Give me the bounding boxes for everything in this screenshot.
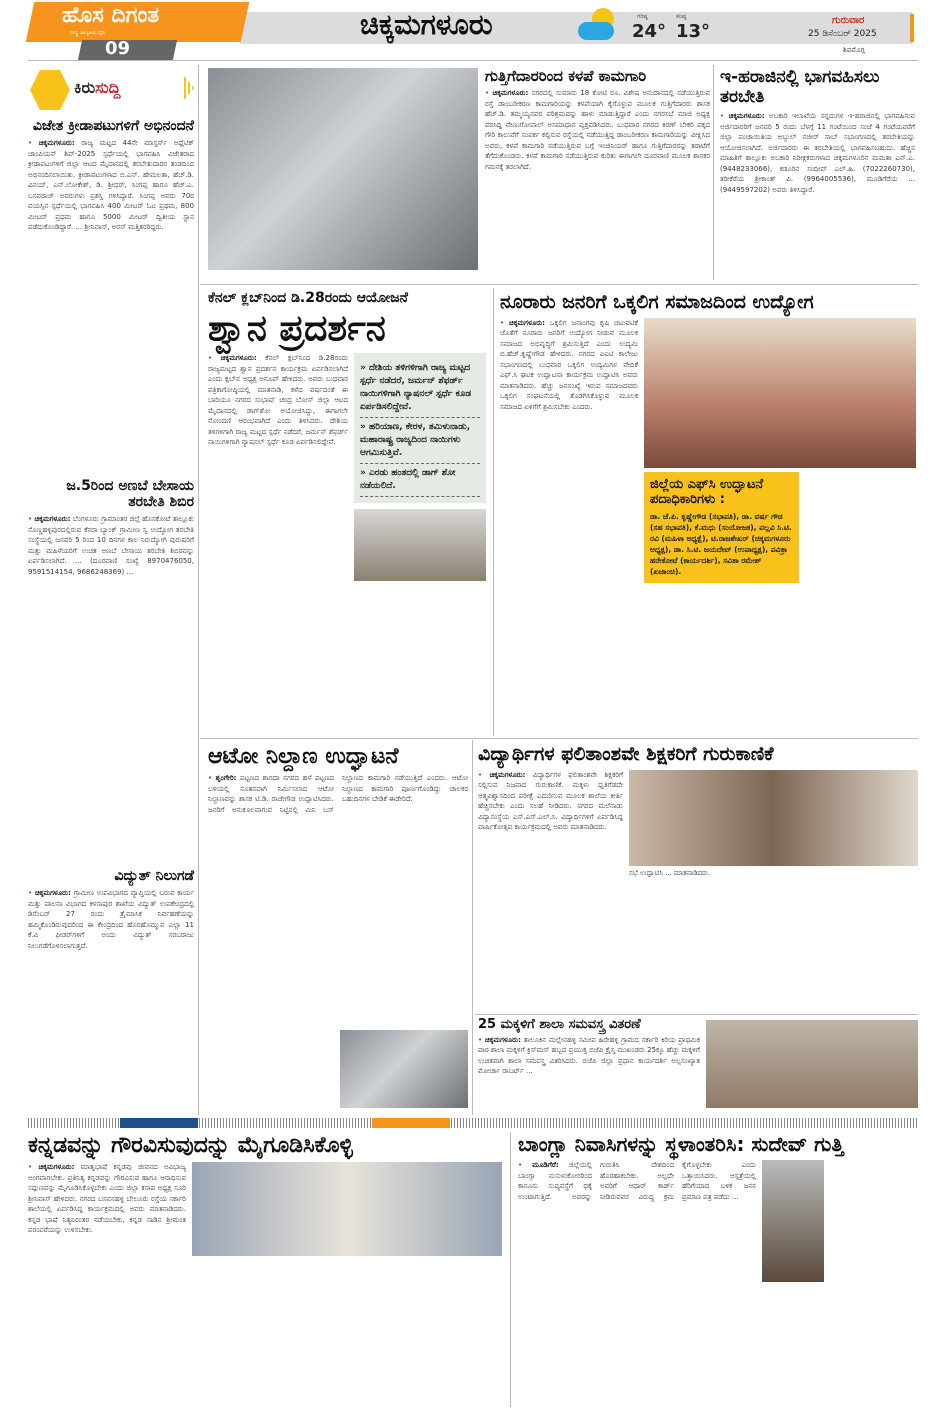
left-article-3: ವಿದ್ಯುತ್ ನಿಲುಗಡೆ • ಚಿಕ್ಕಮಗಳೂರು: ಗ್ರಾಮೀಣ ಉಪವಿಭಾಗದ ವ್ಯಾಪ್ತಿಯಲ್ಲಿ ಬರುವ ಕಾರ್ಯ ಮತ್ತು ಪಾಲನಾ ವಿಭಾಗದ ಕಳಸಾಪುರ ಶಾಖೆಯ ವಿದ್ಯುತ್ ಉಪಕೇಂದ್ರದಲ್ಲಿ ಡಿಸೆಂಬರ್ 27 ರಂದು ತ್ರೈಮಾಸಿಕ ನಿರ್ವಹಣೆಯನ್ನು ಹಮ್ಮಿಕೊಂಡಿರುವುದರಿಂದ ಈ ಕೇಂದ್ರದಿಂದ ಹೊರಹೊಮ್ಮುವ ಎಲ್ಲಾ 11 ಕೆ.ವಿ ಫೀಡರ್‌ಗಳಿಗೆ ಅಂದು ವಿದ್ಯುತ್ ಸರಬರಾಜು ನಿಲುಗಡೆಗೊಳಿಸಲಾಗುತ್ತದೆ.: [28, 868, 195, 950]
contractor-article: ಗುತ್ತಿಗೆದಾರರಿಂದ ಕಳಪೆ ಕಾಮಗಾರಿ • ಚಿಕ್ಕಮಗಳೂರು: ನಗರದಲ್ಲಿ ಸುಮಾರು 18 ಕೋಟಿ ರೂ. ವಿಶೇಷ ಅನುದಾನದಲ್ಲಿ ನಡೆಯುತ್ತಿರುವ ರಸ್ತೆ ಡಾಂಬರೀಕರಣ ಕಾಮಗಾರಿಯನ್ನು ಕಳಪೆಯಾಗಿ ಕೈಗೊಳ್ಳುವ ಮೂಲಕ ಗುತ್ತಿಗೆದಾರರು ಶಾಸಕ ಹೆಚ್.ಡಿ. ತಮ್ಮಯ್ಯನವರ ಪರಿಶ್ರಮವನ್ನು ಹಾಳು ಮಾಡುತ್ತಿದ್ದಾರೆ ಎಂದು ನಗರಸಭೆ ಮಾಜಿ ಅಧ್ಯಕ್ಷ ವರಸಿದ್ದಿ ವೇಣುಗೋಪಾಲ್ ಅಸಮಾಧಾನ ವ್ಯಕ್ತಪಡಿಸಿದರು. ಬುಧವಾರ ನಗರದ ಕಿರಣ್ ಬೇಕರಿ ಪಕ್ಕದ ಗೌರಿ ಕಾಲುವೆಗೆ ಸಂಪರ್ಕ ಕಲ್ಪಿಸುವ ರಸ್ತೆಯಲ್ಲಿ ನಡೆಯುತ್ತಿದ್ದ ಡಾಂಬರೀಕರಣ ಕಾಮಗಾರಿಯನ್ನು ವೀಕ್ಷಿಸಿದ ಅವರು, ಕಳಪೆ ಕಾಮಗಾರಿ ನಡೆಯುತ್ತಿರುವ ಬಗ್ಗೆ ಇಂಜಿನಿಯರ್ ಹಾಗೂ ಗುತ್ತಿಗೆದಾರರನ್ನು ತರಾಟೆಗೆ ತೆಗೆದುಕೊಂಡರು. ಕಳಪೆ ಕಾಮಗಾರಿ ನಡೆಯುತ್ತಿರುವ ಕುರಿತು ಈಗಾಗಲೇ ದೂರವಾಣಿ ಮೂಲಕ ಶಾಸಕರ ಗಮನಕ್ಕೆ ತರಲಾಗಿದೆ.: [485, 67, 710, 171]
bullet-icon: »: [360, 468, 369, 479]
bangla-article: [518, 1133, 918, 1282]
dogs-photo: [354, 509, 486, 581]
portrait-photo: [762, 1160, 824, 1282]
dateline: ಚಿಕ್ಕಮಗಳೂರು:: [492, 89, 529, 98]
headline: 25 ಮಕ್ಕಳಿಗೆ ಶಾಲಾ ಸಮವಸ್ತ್ರ ವಿತರಣೆ: [478, 1017, 641, 1032]
kiru-label-a: ಕಿರು: [74, 78, 96, 97]
kiru-label: [74, 78, 184, 98]
highlight: ಹರಿಯಾಣ, ಕೇರಳ, ತಮಿಳುನಾಡು, ಮಹಾರಾಷ್ಟ್ರ ರಾಜ್ಯದಿಂದ ನಾಯಿಗಳು ಆಗಮಿಸುತ್ತಿವೆ.: [360, 422, 471, 459]
max-label: ಗರಿಷ್ಠ: [637, 13, 648, 20]
vokkaliga-article: [500, 292, 918, 583]
dateline: ಮೂಡಿಗೆರೆ:: [532, 1161, 559, 1169]
edition-title: ಚಿಕ್ಕಮಗಳೂರು: [360, 8, 493, 41]
cloud-icon: [578, 22, 614, 40]
bangla-body: • ಮೂಡಿಗೆರೆ: ಜಿಲ್ಲೆಯಲ್ಲಿ ಬಾಂಗ್ಲಾ ನುಸುಳುಕೋರರಿಂದ ಕಾನೂನು ಸುವ್ಯವಸ್ಥೆಗೆ ಧಕ್ಕೆ ಉಂಟಾಗುತ್ತಿದೆ. ಅವರನ್ನು ಗುರುತಿಸಿ ದೇಶದಿಂದ ಹೊರಹಾಕಬೇಕು. ಅಲ್ಲದೇ ಅವರಿಗೆ ಆಧಾರ್ ಕಾರ್ಡ್ ನೀಡಿರುವವರ ವಿರುದ್ಧ ಕ್ರಮ ಕೈಗೊಳ್ಳಬೇಕು ಎಂದು ಒತ್ತಾಯಿಸಿದರು. ಆಸ್ಪತ್ರೆಯಲ್ಲಿ ಹೆರಿಗೆಯಾದ ಬಳಿಕ ಜನನ ಪ್ರಮಾಣ ಪತ್ರ ಪಡೆದು ...: [518, 1161, 756, 1201]
box-body: ಡಾ. ಜೆ.ಪಿ. ಕೃಷ್ಣೇಗೌಡ (ಸಭಾಪತಿ), ಡಾ. ವರ್ಷ ಗೌಡ (ಸಹ ಸಭಾಪತಿ), ಕೆ.ಮಧು (ಸಂಯೋಜಕ), ಪಲ್ಲವಿ ಸಿ.ಟಿ. ರವಿ (ಮಹಿಳಾ ಅಧ್ಯಕ್ಷೆ), ಟಿ.ರಾಜಶೇಖರ್ (ಚಿಕ್ಕಮಗಳೂರು ಅಧ್ಯಕ್ಷ), ಡಾ. ಸಿ.ಟಿ. ಜಯದೇವ್ (ಉಪಾಧ್ಯಕ್ಷ), ಪವಿತ್ರಾ ಹರೇಕೋಟೆ (ಕಾರ್ಯದರ್ಶಿ), ಸವಿತಾ ರಮೇಶ್ (ಖಜಾಂಚಿ).: [650, 511, 792, 576]
headline: ವಿಜೇತ ಕ್ರೀಡಾಪಟುಗಳಿಗೆ ಅಭಿನಂದನೆ: [32, 118, 194, 134]
dateline: ಚಿಕ್ಕಮಗಳೂರು:: [484, 1035, 521, 1044]
highlights-box: [354, 353, 486, 503]
auto-article: [208, 744, 468, 815]
divider: [200, 284, 918, 285]
dateline: ಚಿಕ್ಕಮಗಳೂರು:: [34, 515, 71, 524]
bullet-icon: »: [360, 363, 369, 374]
article-body: ಗ್ರಾಮೀಣ ಉಪವಿಭಾಗದ ವ್ಯಾಪ್ತಿಯಲ್ಲಿ ಬರುವ ಕಾರ್ಯ ಮತ್ತು ಪಾಲನಾ ವಿಭಾಗದ ಕಳಸಾಪುರ ಶಾಖೆಯ ವಿದ್ಯುತ್ ಉಪಕೇಂದ್ರದಲ್ಲಿ ಡಿಸೆಂಬರ್ 27 ರಂದು ತ್ರೈಮಾಸಿಕ ನಿರ್ವಹಣೆಯನ್ನು ಹಮ್ಮಿಕೊಂಡಿರುವುದರಿಂದ ಈ ಕೇಂದ್ರದಿಂದ ಹೊರಹೊಮ್ಮುವ ಎಲ್ಲಾ 11 ಕೆ.ವಿ ಫೀಡರ್‌ಗಳಿಗೆ ಅಂದು ವಿದ್ಯುತ್ ಸರಬರಾಜು ನಿಲುಗಡೆಗೊಳಿಸಲಾಗುತ್ತದೆ.: [28, 889, 195, 950]
bullet-icon: »: [360, 422, 369, 433]
hand-icon: [30, 70, 70, 110]
dateline: ಚಿಕ್ಕಮಗಳೂರು:: [220, 354, 257, 363]
divider: [28, 60, 918, 61]
headline: ಇ-ಹರಾಜಿನಲ್ಲಿ ಭಾಗವಹಿಸಲು ತರಬೇತಿ: [720, 67, 880, 107]
stripe-blue: [120, 1118, 198, 1128]
article-body: ಅಬಕಾರಿ ಇಲಾಖೆಯ ಸನ್ನದುಗಳ ಇ-ಹರಾಜಿನಲ್ಲಿ ಭಾಗವಹಿಸುವ ಅರ್ಜಿದಾರರಿಗೆ ಜನವರಿ 5 ರಂದು ಬೆಳಗ್ಗೆ 11 ಗಂಟೆಯಿಂದ ಸಂಜೆ 4 ಗಂಟೆಯವರೆಗೆ ಜಿಲ್ಲಾ ಪಂಚಾಯಿತಿಯ ಅಬ್ದುಲ್ ನಜೀರ್ ಸಾಬ್ ಸಭಾಂಗಣದಲ್ಲಿ ತರಬೇತಿಯನ್ನು ಆಯೋಜಿಸಲಾಗಿದೆ. ಅರ್ಜಿದಾರರು ಈ ತರಬೇತಿಯಲ್ಲಿ ಭಾಗವಹಿಸಬಹುದು. ಹೆಚ್ಚಿನ ಮಾಹಿತಿಗೆ ತಾಲ್ಲೂಕು ಅಬಕಾರಿ ನಿರೀಕ್ಷಕರುಗಳಾದ ಚಿಕ್ಕಮಗಳೂರಿನ ಮಮತಾ ಎನ್.ಎ. (9448233066), ಕಡೂರಿನ ಸಂದೀಪ್ ಎಲ್.ಹಿ. (7022260730), ತರೀಕೆರೆಯ ಶ್ರೀಕಾಂತ್ ಪಿ. (9964005536), ಮೂಡಿಗೆರೆಯ ... (9449597202) ಅವರು ತಿಳಿಸಿದ್ದಾರೆ.: [720, 112, 916, 194]
kiru-label-b: ಸುದ್ದಿ: [95, 78, 121, 97]
column-rule: [510, 1132, 511, 1407]
headline: ಆಟೋ ನಿಲ್ದಾಣ ಉದ್ಘಾಟನೆ: [208, 744, 399, 769]
dateline: ಶೃಂಗೇರಿ:: [215, 774, 237, 783]
headline: ವಿದ್ಯುತ್ ನಿಲುಗಡೆ: [114, 868, 194, 884]
column-rule: [493, 288, 494, 736]
auto-body: • ಶೃಂಗೇರಿ: ಪಟ್ಟಣದ ಶಾರದಾ ನಗರದ ಹಳೆ ಪಟ್ಟಣದ ಬಳಿಯಲ್ಲಿ ನೂತನವಾಗಿ ನಿರ್ಮಿಸಲಾದ ಆಟೋ ನಿಲ್ದಾಣವನ್ನು ಶಾಸಕ ಟಿ.ಡಿ. ರಾಜೇಗೌಡ ಉದ್ಘಾಟಿಸಿದರು. ಜನರಿಗೆ ಅನುಕೂಲವಾಗುವ ನಿಟ್ಟಿನಲ್ಲಿ ಮಿನಿ ಬಸ್ ನಿಲ್ದಾಣದ ಕಾಮಗಾರಿ ನಡೆಯುತ್ತಿದೆ ಎಂದರು. ಆಟೋ ನಿಲ್ದಾಣದ ಕಾಮಗಾರಿ ಪೂರ್ಣಗೊಂಡಿದ್ದು ಚಾಲಕರ ಬಹುದಿನಗಳ ಬೇಡಿಕೆ ಈಡೇರಿದೆ.: [208, 774, 468, 814]
divider: [200, 738, 918, 739]
students-article: [478, 744, 918, 878]
kits-article: [478, 1018, 700, 1077]
location: ಶಿವಮೊಗ್ಗ: [843, 46, 865, 54]
kits-body: • ಚಿಕ್ಕಮಗಳೂರು: ತಾಲೂಕಿನ ಮಲ್ಲೇನಹಳ್ಳಿ ಸಮೀಪ ಹಿರೇಹಳ್ಳಿ ಗ್ರಾಮದ ಸರ್ಕಾರಿ ಕಿರಿಯ ಪ್ರಾಥಮಿಕ ಪಾಠ ಶಾಲಾ ಮಕ್ಕಳಿಗೆ ಕ್ರಿಸ್‌ಮಸ್ ಹಬ್ಬದ ಪ್ರಯುಕ್ತ ಬಿಜೆಪಿ ಕ್ರೈಸ್ತ ಮುಖಂಡರು 25ಕ್ಕೂ ಹೆಚ್ಚು ಮಕ್ಕಳಿಗೆ ಉಚಿತವಾಗಿ ಶಾಲಾ ಸಮವಸ್ತ್ರ ವಿತರಿಸಿದರು. ಬಿಜೆಪಿ ಜಿಲ್ಲಾ ಪ್ರಧಾನ ಕಾರ್ಯದರ್ಶಿ ಅಲ್ಪಸಂಖ್ಯಾತ ಮೋರ್ಚಾ ರಾಬರ್ಟ್ ...: [478, 1035, 700, 1076]
dateline: ಚಿಕ್ಕಮಗಳೂರು:: [34, 889, 71, 898]
kits-photo: [706, 1020, 918, 1108]
article-body: ಕೆನಲ್ ಕ್ಲಬ್‌ನಿಂದ ಡಿ.28ರಂದು ರಾಜ್ಯಮಟ್ಟದ ಶ್ವಾನ ಪ್ರದರ್ಶನ ಕಾರ್ಯಕ್ರಮ ಏರ್ಪಡಿಸಲಾಗಿದೆ ಎಂದು ಕ್ಲಬ್‌ನ ಅಧ್ಯಕ್ಷ ಅನೂಪ್ ಹೇಳಿದರು. ಅವರು ಬುಧವಾರ ಪತ್ರಿಕಾಗೋಷ್ಠಿಯಲ್ಲಿ ಮಾತನಾಡಿ, ಕಳೆದ ವರ್ಷದಂತೆ ಈ ಬಾರಿಯೂ ನಗರದ ಸುಭಾಷ್ ಚಂದ್ರ ಬೋಸ್ ಜಿಲ್ಲಾ ಆಟದ ಮೈದಾನದಲ್ಲಿ ಡಾಗ್‌ಶೋ ಆಯೋಜಿಸಿದ್ದು, ಈಗಾಗಲೇ ನೋಂದಣಿ ಆರಂಭವಾಗಿದೆ ಎಂದು ತಿಳಿಸಿದರು. ದೇಶಿಯ ತಳಿಗಳಿಗಾಗಿ ರಾಜ್ಯ ಮಟ್ಟದ ಸ್ಪರ್ಧೆ ನಡೆದರೆ, ಜರ್ಮನ್ ಶೆಫರ್ಡ್ ನಾಯಿಗಳಿಗಾಗಿ ನ್ಯಾಷನಲ್ ಸ್ಪರ್ಧೆ ಕೂಡ ಏರ್ಪಡಿಸಲಿದ್ದೇವೆ.: [208, 354, 348, 447]
headline: ಕನ್ನಡವನ್ನು ಗೌರವಿಸುವುದನ್ನು ಮೈಗೂಡಿಸಿಕೊಳ್ಳಿ: [28, 1133, 353, 1158]
students-photo: [629, 770, 918, 866]
dogshow-body: • ಚಿಕ್ಕಮಗಳೂರು: ಕೆನಲ್ ಕ್ಲಬ್‌ನಿಂದ ಡಿ.28ರಂದು ರಾಜ್ಯಮಟ್ಟದ ಶ್ವಾನ ಪ್ರದರ್ಶನ ಕಾರ್ಯಕ್ರಮ ಏರ್ಪಡಿಸಲಾಗಿದೆ ಎಂದು ಕ್ಲಬ್‌ನ ಅಧ್ಯಕ್ಷ ಅನೂಪ್ ಹೇಳಿದರು. ಅವರು ಬುಧವಾರ ಪತ್ರಿಕಾಗೋಷ್ಠಿಯಲ್ಲಿ ಮಾತನಾಡಿ, ಕಳೆದ ವರ್ಷದಂತೆ ಈ ಬಾರಿಯೂ ನಗರದ ಸುಭಾಷ್ ಚಂದ್ರ ಬೋಸ್ ಜಿಲ್ಲಾ ಆಟದ ಮೈದಾನದಲ್ಲಿ ಡಾಗ್‌ಶೋ ಆಯೋಜಿಸಿದ್ದು, ಈಗಾಗಲೇ ನೋಂದಣಿ ಆರಂಭವಾಗಿದೆ ಎಂದು ತಿಳಿಸಿದರು. ದೇಶಿಯ ತಳಿಗಳಿಗಾಗಿ ರಾಜ್ಯ ಮಟ್ಟದ ಸ್ಪರ್ಧೆ ನಡೆದರೆ, ಜರ್ಮನ್ ಶೆಫರ್ಡ್ ನಾಯಿಗಳಿಗಾಗಿ ನ್ಯಾಷನಲ್ ಸ್ಪರ್ಧೆ ಕೂಡ ಏರ್ಪಡಿಸಲಿದ್ದೇವೆ.: [208, 354, 348, 447]
office-bearers-box: [644, 472, 799, 583]
date: 25 ಡಿಸೆಂಬರ್ 2025: [808, 29, 877, 39]
article-body: ವಿದ್ಯಾರ್ಥಿಗಳ ಫಲಿತಾಂಶವೇ ಶಿಕ್ಷಕರಿಗೆ ಸಲ್ಲಿಸುವ ನಿಜವಾದ ಗುರುಕಾಣಿಕೆ. ಮಕ್ಕಳು ಧೃತಿಗೆಡದೇ ಆತ್ಮವಿಶ್ವಾಸದಿಂದ ಪರೀಕ್ಷೆ ಎದುರಿಸುವ ಮೂಲಕ ಶಾಲೆಯ ಕೀರ್ತಿ ಹೆಚ್ಚಿಸಬೇಕು ಎಂದು ಸಲಹೆ ನೀಡಿದರು. ನಗರದ ಮಲೆನಾಡು ವಿದ್ಯಾಸಂಸ್ಥೆಯ ಎಸ್.ಎಸ್.ಎಲ್.ಸಿ. ವಿದ್ಯಾರ್ಥಿಗಳಿಗೆ ಏರ್ಪಡಿಸಿದ್ದ ವಾರ್ಷಿಕೋತ್ಸವ ಕಾರ್ಯಕ್ರಮದಲ್ಲಿ ಅವರು ಮಾತನಾಡಿದರು.: [478, 770, 623, 832]
dateline: ಚಿಕ್ಕಮಗಳೂರು:: [38, 1163, 75, 1172]
dateline: ಚಿಕ್ಕಮಗಳೂರು:: [489, 770, 526, 779]
column-rule: [713, 65, 714, 280]
article-body: ತಾಲೂಕಿನ ಮಲ್ಲೇನಹಳ್ಳಿ ಸಮೀಪ ಹಿರೇಹಳ್ಳಿ ಗ್ರಾಮದ ಸರ್ಕಾರಿ ಕಿರಿಯ ಪ್ರಾಥಮಿಕ ಪಾಠ ಶಾಲಾ ಮಕ್ಕಳಿಗೆ ಕ್ರಿಸ್‌ಮಸ್ ಹಬ್ಬದ ಪ್ರಯುಕ್ತ ಬಿಜೆಪಿ ಕ್ರೈಸ್ತ ಮುಖಂಡರು 25ಕ್ಕೂ ಹೆಚ್ಚು ಮಕ್ಕಳಿಗೆ ಉಚಿತವಾಗಿ ಶಾಲಾ ಸಮವಸ್ತ್ರ ವಿತರಿಸಿದರು. ಬಿಜೆಪಿ ಜಿಲ್ಲಾ ಪ್ರಧಾನ ಕಾರ್ಯದರ್ಶಿ ಅಲ್ಪಸಂಖ್ಯಾತ ಮೋರ್ಚಾ ರಾಬರ್ಟ್ ...: [478, 1035, 700, 1076]
paper-name: ಹೊಸ ದಿಗಂತ: [62, 3, 160, 28]
eauction-article: ಇ-ಹರಾಜಿನಲ್ಲಿ ಭಾಗವಹಿಸಲು ತರಬೇತಿ • ಚಿಕ್ಕಮಗಳೂರು: ಅಬಕಾರಿ ಇಲಾಖೆಯ ಸನ್ನದುಗಳ ಇ-ಹರಾಜಿನಲ್ಲಿ ಭಾಗವಹಿಸುವ ಅರ್ಜಿದಾರರಿಗೆ ಜನವರಿ 5 ರಂದು ಬೆಳಗ್ಗೆ 11 ಗಂಟೆಯಿಂದ ಸಂಜೆ 4 ಗಂಟೆಯವರೆಗೆ ಜಿಲ್ಲಾ ಪಂಚಾಯಿತಿಯ ಅಬ್ದುಲ್ ನಜೀರ್ ಸಾಬ್ ಸಭಾಂಗಣದಲ್ಲಿ ತರಬೇತಿಯನ್ನು ಆಯೋಜಿಸಲಾಗಿದೆ. ಅರ್ಜಿದಾರರು ಈ ತರಬೇತಿಯಲ್ಲಿ ಭಾಗವಹಿಸಬಹುದು. ಹೆಚ್ಚಿನ ಮಾಹಿತಿಗೆ ತಾಲ್ಲೂಕು ಅಬಕಾರಿ ನಿರೀಕ್ಷಕರುಗಳಾದ ಚಿಕ್ಕಮಗಳೂರಿನ ಮಮತಾ ಎನ್.ಎ. (9448233066), ಕಡೂರಿನ ಸಂದೀಪ್ ಎಲ್.ಹಿ. (7022260730), ತರೀಕೆರೆಯ ಶ್ರೀಕಾಂತ್ ಪಿ. (9964005536), ಮೂಡಿಗೆರೆಯ ... (9449597202) ಅವರು ತಿಳಿಸಿದ್ದಾರೆ.: [720, 67, 916, 194]
left-article-2: ಜ.5ರಿಂದ ಅಣಬೆ ಬೇಸಾಯ ತರಬೇತಿ ಶಿಬಿರ • ಚಿಕ್ಕಮಗಳೂರು: ಬೆಂಗಳೂರು ಗ್ರಾಮಾಂತರ ಜಿಲ್ಲೆ ಹೊಸಕೋಟೆ ತಾಲ್ಲೂಕು ಸೊಣ್ಣಹಳ್ಳಿಪುರದಲ್ಲಿರುವ ಕೆನರಾ ಬ್ಯಾಂಕ್ ಗ್ರಾಮೀಣ ಸ್ವ ಉದ್ಯೋಗ ತರಬೇತಿ ಸಂಸ್ಥೆಯಲ್ಲಿ ಜನವರಿ 5 ರಿಂದ 10 ದಿನಗಳ ಕಾಲ ನಿರುದ್ಯೋಗಿ ಪುರುಷರಿಗೆ ಮತ್ತು ಮಹಿಳೆಯರಿಗೆ ಉಚಿತ ಅಣಬೆ ಬೇಸಾಯ ತರಬೇತಿ ಶಿಬಿರವನ್ನು ಏರ್ಪಡಿಸಲಾಗಿದೆ. ... (ದೂರವಾಣಿ ಸಂಖ್ಯೆ 8970476050, 9591514154, 9686248369) ...: [28, 478, 195, 576]
photo-caption: ಸಭೆ ಉದ್ಘಾಟಿಸಿ ... ಮಾತನಾಡಿದರು.: [629, 868, 711, 877]
left-article-1: ವಿಜೇತ ಕ್ರೀಡಾಪಟುಗಳಿಗೆ ಅಭಿನಂದನೆ • ಚಿಕ್ಕಮಗಳೂರು: ರಾಜ್ಯ ಮಟ್ಟದ 44ನೇ ಮಾಸ್ಟರ್ಸ್ ಅಥ್ಲೆಟಿಕ್ ಚಾಂಪಿಯನ್ ಶಿಪ್-2025 ಸ್ಪರ್ಧೆಯಲ್ಲಿ ಭಾಗವಹಿಸಿ ವಿಜೇತರಾದ ಕ್ರೀಡಾಪಟುಗಳಿಗೆ ಜಿಲ್ಲಾ ಆಟದ ಮೈದಾನದಲ್ಲಿ ತರಬೇತುದಾರರ ತಂಡದಿಂದ ಅಭಿನಂದಿಸಲಾಯಿತು. ಕ್ರೀಡಾಪಟುಗಳಾದ ಬಿ.ಎನ್. ಹೇಮಲತಾ, ಹೆಚ್.ಡಿ. ವಿನಯ್, ಎನ್.ಲೋಕೇಶ್, ಡಿ. ಶ್ರೀಧರ್, ಸಿಂಗಪ್ಪ ಹಾಗೂ ಹೆಚ್.ಎ. ಬಸವರಾಜ್ ಅವರುಗಳು ಪ್ರಶಸ್ತಿ ಗಳಿಸಿದ್ದಾರೆ. ಸಿಂಗಪ್ಪ ಅವರು 70ರ ವಯಸ್ಸಿನ ಸ್ಪರ್ಧೆಯಲ್ಲಿ ಭಾಗವಹಿಸಿ 400 ಮೀಟರ್ ಓಟ ಪ್ರಥಮ, 800 ಮೀಟರ್ ಪ್ರಥಮ ಹಾಗೂ 5000 ಮೀಟರ್ ದ್ವಿತೀಯ ಸ್ಥಾನ ಪಡೆದುಕೊಂಡಿದ್ದಾರೆ. ... ಶ್ರೀನಿವಾಸ್, ಅರಸ್ ಮತ್ತಿತರರಿದ್ದರು.: [28, 118, 194, 232]
headline: ನೂರಾರು ಜನರಿಗೆ ಒಕ್ಕಲಿಗ ಸಮಾಜದಿಂದ ಉದ್ಯೋಗ: [500, 291, 814, 313]
headline: ಜ.5ರಿಂದ ಅಣಬೆ ಬೇಸಾಯ ತರಬೇತಿ ಶಿಬಿರ: [66, 478, 194, 511]
students-body: • ಚಿಕ್ಕಮಗಳೂರು: ವಿದ್ಯಾರ್ಥಿಗಳ ಫಲಿತಾಂಶವೇ ಶಿಕ್ಷಕರಿಗೆ ಸಲ್ಲಿಸುವ ನಿಜವಾದ ಗುರುಕಾಣಿಕೆ. ಮಕ್ಕಳು ಧೃತಿಗೆಡದೇ ಆತ್ಮವಿಶ್ವಾಸದಿಂದ ಪರೀಕ್ಷೆ ಎದುರಿಸುವ ಮೂಲಕ ಶಾಲೆಯ ಕೀರ್ತಿ ಹೆಚ್ಚಿಸಬೇಕು ಎಂದು ಸಲಹೆ ನೀಡಿದರು. ನಗರದ ಮಲೆನಾಡು ವಿದ್ಯಾಸಂಸ್ಥೆಯ ಎಸ್.ಎಸ್.ಎಲ್.ಸಿ. ವಿದ್ಯಾರ್ಥಿಗಳಿಗೆ ಏರ್ಪಡಿಸಿದ್ದ ವಾರ್ಷಿಕೋತ್ಸವ ಕಾರ್ಯಕ್ರಮದಲ್ಲಿ ಅವರು ಮಾತನಾಡಿದರು.: [478, 770, 623, 832]
column-rule: [472, 740, 473, 1115]
divider: [475, 1014, 918, 1015]
article-body: ಬೆಂಗಳೂರು ಗ್ರಾಮಾಂತರ ಜಿಲ್ಲೆ ಹೊಸಕೋಟೆ ತಾಲ್ಲೂಕು ಸೊಣ್ಣಹಳ್ಳಿಪುರದಲ್ಲಿರುವ ಕೆನರಾ ಬ್ಯಾಂಕ್ ಗ್ರಾಮೀಣ ಸ್ವ ಉದ್ಯೋಗ ತರಬೇತಿ ಸಂಸ್ಥೆಯಲ್ಲಿ ಜನವರಿ 5 ರಿಂದ 10 ದಿನಗಳ ಕಾಲ ನಿರುದ್ಯೋಗಿ ಪುರುಷರಿಗೆ ಮತ್ತು ಮಹಿಳೆಯರಿಗೆ ಉಚಿತ ಅಣಬೆ ಬೇಸಾಯ ತರಬೇತಿ ಶಿಬಿರವನ್ನು ಏರ್ಪಡಿಸಲಾಗಿದೆ. ... (ದೂರವಾಣಿ ಸಂಖ್ಯೆ 8970476050, 9591514154, 9686248369) ...: [28, 515, 195, 576]
dogshow-article: [208, 290, 490, 581]
contractor-photo: [208, 68, 478, 270]
accent-bar: [910, 14, 914, 42]
kicker: ಕೆನಲ್ ಕ್ಲಬ್‌ನಿಂದ ಡಿ.28ರಂದು ಆಯೋಜನೆ: [208, 290, 408, 306]
stripe-orange: [372, 1118, 450, 1128]
auto-photo: [340, 1030, 468, 1108]
vokkaliga-photo: [644, 318, 916, 468]
dateline: ಚಿಕ್ಕಮಗಳೂರು:: [508, 318, 545, 327]
dateline: ಚಿಕ್ಕಮಗಳೂರು:: [728, 112, 765, 121]
page-number: 09: [105, 38, 131, 59]
highlight: ಎರಡು ಹಂತದಲ್ಲಿ ಡಾಗ್ ಶೋ ನಡೆಯಲಿದೆ.: [360, 468, 456, 492]
headline: ವಿದ್ಯಾರ್ಥಿಗಳ ಫಲಿತಾಂಶವೇ ಶಿಕ್ಷಕರಿಗೆ ಗುರುಕಾಣಿಕೆ: [478, 743, 774, 765]
headline: ಗುತ್ತಿಗೆದಾರರಿಂದ ಕಳಪೆ ಕಾಮಗಾರಿ: [485, 67, 647, 85]
highlight: ದೇಶಿಯ ತಳಿಗಳಿಗಾಗಿ ರಾಜ್ಯ ಮಟ್ಟದ ಸ್ಪರ್ಧೆ ನಡೆದರೆ, ಜರ್ಮನ್ ಶೆಫರ್ಡ್ ನಾಯಿಗಳಿಗಾಗಿ ನ್ಯಾಷನಲ್ ಸ್ಪರ್ಧೆ ಕೂಡ ಏರ್ಪಡಿಸಲಿದ್ದೇವೆ.: [360, 363, 472, 413]
vokkaliga-body: • ಚಿಕ್ಕಮಗಳೂರು: ಒಕ್ಕಲಿಗ ಜನಾಂಗವು ಕೃಷಿ ಚಟುವಟಿಕೆ ಜೊತೆಗೆ ನೂರಾರು ಜನರಿಗೆ ಉದ್ಯೋಗ ನೀಡುವ ಮೂಲಕ ಸಮಾಜದ ಅಭಿವೃದ್ಧಿಗೆ ಶ್ರಮಿಸುತ್ತಿದೆ ಎಂದು ಉದ್ಯಮಿ ಬಿ.ಹೆಚ್.ಕೃಷ್ಣೇಗೌಡ ಹೇಳಿದರು. ನಗರದ ಎಐಟಿ ಕಾಲೇಜು ಸಭಾಂಗಣದಲ್ಲಿ ಬುಧವಾರ ಒಕ್ಕಲಿಗ ಉದ್ಯಮಿಗಳ ವೇದಿಕೆ ಎಫ್.ಸಿ ಘಟಕ ಉದ್ಘಾಟನಾ ಕಾರ್ಯಕ್ರಮ ಉದ್ಘಾಟಿಸಿ ಅವರು ಮಾತನಾಡಿದರು. ಹೆಚ್ಚು ಜನಸಂಖ್ಯೆ ಇರುವ ಸಮಾಜದವರು ಒಕ್ಕಲಿಗ ಸಂಘಟನೆಯಲ್ಲಿ ತೊಡಗಿಸಿಕೊಳ್ಳುವ ಮೂಲಕ ಸಮಾಜದ ಏಳಿಗೆಗೆ ಶ್ರಮಿಸಬೇಕು ಎಂದರು.: [500, 318, 638, 411]
article-body: ಮಾತೃಭಾಷೆ ಕನ್ನಡವು ಜೀವನದ ಅವಿಭಾಜ್ಯ ಅಂಗವಾಗಬೇಕು. ಪ್ರತಿನಿತ್ಯ ಕನ್ನಡವನ್ನು ಗೌರವಿಸುವ ಹಾಗೂ ಆರಾಧಿಸುವ ಸದ್ಗುಣವನ್ನು ಮೈಗೂಡಿಸಿಕೊಳ್ಳಬೇಕು ಎಂದು ಜಿಲ್ಲಾ ಕಸಾಪ ಅಧ್ಯಕ್ಷ ಸೂರಿ ಶ್ರೀನಿವಾಸ್ ಹೇಳಿದರು. ನಗರದ ಬಸವನಹಳ್ಳಿ ಬೇಲೂರು ರಸ್ತೆಯ ಸರ್ಕಾರಿ ಶಾಲೆಯಲ್ಲಿ ಏರ್ಪಡಿಸಿದ್ದ ಕಾರ್ಯಕ್ರಮದಲ್ಲಿ ಅವರು ಮಾತನಾಡಿದರು. ಕನ್ನಡ ಭಾಷೆ ನಿತ್ಯನಿರಂತರ ನಡೆಯಬೇಕು, ಕನ್ನಡ ನಾಡಿನ ಶ್ರೀಮಂತ ಪರಂಪರೆಯನ್ನು ಉಳಿಸಬೇಕು.: [28, 1163, 187, 1235]
kannada-body: • ಚಿಕ್ಕಮಗಳೂರು: ಮಾತೃಭಾಷೆ ಕನ್ನಡವು ಜೀವನದ ಅವಿಭಾಜ್ಯ ಅಂಗವಾಗಬೇಕು. ಪ್ರತಿನಿತ್ಯ ಕನ್ನಡವನ್ನು ಗೌರವಿಸುವ ಹಾಗೂ ಆರಾಧಿಸುವ ಸದ್ಗುಣವನ್ನು ಮೈಗೂಡಿಸಿಕೊಳ್ಳಬೇಕು ಎಂದು ಜಿಲ್ಲಾ ಕಸಾಪ ಅಧ್ಯಕ್ಷ ಸೂರಿ ಶ್ರೀನಿವಾಸ್ ಹೇಳಿದರು. ನಗರದ ಬಸವನಹಳ್ಳಿ ಬೇಲೂರು ರಸ್ತೆಯ ಸರ್ಕಾರಿ ಶಾಲೆಯಲ್ಲಿ ಏರ್ಪಡಿಸಿದ್ದ ಕಾರ್ಯಕ್ರಮದಲ್ಲಿ ಅವರು ಮಾತನಾಡಿದರು. ಕನ್ನಡ ಭಾಷೆ ನಿತ್ಯನಿರಂತರ ನಡೆಯಬೇಕು, ಕನ್ನಡ ನಾಡಿನ ಶ್ರೀಮಂತ ಪರಂಪರೆಯನ್ನು ಉಳಿಸಬೇಕು.: [28, 1163, 187, 1235]
chevrons-icon: [184, 76, 194, 100]
article-body: ಒಕ್ಕಲಿಗ ಜನಾಂಗವು ಕೃಷಿ ಚಟುವಟಿಕೆ ಜೊತೆಗೆ ನೂರಾರು ಜನರಿಗೆ ಉದ್ಯೋಗ ನೀಡುವ ಮೂಲಕ ಸಮಾಜದ ಅಭಿವೃದ್ಧಿಗೆ ಶ್ರಮಿಸುತ್ತಿದೆ ಎಂದು ಉದ್ಯಮಿ ಬಿ.ಹೆಚ್.ಕೃಷ್ಣೇಗೌಡ ಹೇಳಿದರು. ನಗರದ ಎಐಟಿ ಕಾಲೇಜು ಸಭಾಂಗಣದಲ್ಲಿ ಬುಧವಾರ ಒಕ್ಕಲಿಗ ಉದ್ಯಮಿಗಳ ವೇದಿಕೆ ಎಫ್.ಸಿ ಘಟಕ ಉದ್ಘಾಟನಾ ಕಾರ್ಯಕ್ರಮ ಉದ್ಘಾಟಿಸಿ ಅವರು ಮಾತನಾಡಿದರು. ಹೆಚ್ಚು ಜನಸಂಖ್ಯೆ ಇರುವ ಸಮಾಜದವರು ಒಕ್ಕಲಿಗ ಸಂಘಟನೆಯಲ್ಲಿ ತೊಡಗಿಸಿಕೊಳ್ಳುವ ಮೂಲಕ ಸಮಾಜದ ಏಳಿಗೆಗೆ ಶ್ರಮಿಸಬೇಕು ಎಂದರು.: [500, 318, 638, 411]
article-body: ನಗರದಲ್ಲಿ ಸುಮಾರು 18 ಕೋಟಿ ರೂ. ವಿಶೇಷ ಅನುದಾನದಲ್ಲಿ ನಡೆಯುತ್ತಿರುವ ರಸ್ತೆ ಡಾಂಬರೀಕರಣ ಕಾಮಗಾರಿಯನ್ನು ಕಳಪೆಯಾಗಿ ಕೈಗೊಳ್ಳುವ ಮೂಲಕ ಗುತ್ತಿಗೆದಾರರು ಶಾಸಕ ಹೆಚ್.ಡಿ. ತಮ್ಮಯ್ಯನವರ ಪರಿಶ್ರಮವನ್ನು ಹಾಳು ಮಾಡುತ್ತಿದ್ದಾರೆ ಎಂದು ನಗರಸಭೆ ಮಾಜಿ ಅಧ್ಯಕ್ಷ ವರಸಿದ್ದಿ ವೇಣುಗೋಪಾಲ್ ಅಸಮಾಧಾನ ವ್ಯಕ್ತಪಡಿಸಿದರು. ಬುಧವಾರ ನಗರದ ಕಿರಣ್ ಬೇಕರಿ ಪಕ್ಕದ ಗೌರಿ ಕಾಲುವೆಗೆ ಸಂಪರ್ಕ ಕಲ್ಪಿಸುವ ರಸ್ತೆಯಲ್ಲಿ ನಡೆಯುತ್ತಿದ್ದ ಡಾಂಬರೀಕರಣ ಕಾಮಗಾರಿಯನ್ನು ವೀಕ್ಷಿಸಿದ ಅವರು, ಕಳಪೆ ಕಾಮಗಾರಿ ನಡೆಯುತ್ತಿರುವ ಬಗ್ಗೆ ಇಂಜಿನಿಯರ್ ಹಾಗೂ ಗುತ್ತಿಗೆದಾರರನ್ನು ತರಾಟೆಗೆ ತೆಗೆದುಕೊಂಡರು. ಕಳಪೆ ಕಾಮಗಾರಿ ನಡೆಯುತ್ತಿರುವ ಕುರಿತು ಈಗಾಗಲೇ ದೂರವಾಣಿ ಮೂಲಕ ಶಾಸಕರ ಗಮನಕ್ಕೆ ತರಲಾಗಿದೆ.: [485, 89, 710, 171]
min-temp: 13°: [676, 21, 711, 42]
headline: ಶ್ವಾನ ಪ್ರದರ್ಶನ: [208, 308, 386, 350]
dateline: ಚಿಕ್ಕಮಗಳೂರು:: [38, 139, 75, 148]
min-label: ಕನಿಷ್ಠ: [676, 13, 687, 20]
article-body: ಪಟ್ಟಣದ ಶಾರದಾ ನಗರದ ಹಳೆ ಪಟ್ಟಣದ ಬಳಿಯಲ್ಲಿ ನೂತನವಾಗಿ ನಿರ್ಮಿಸಲಾದ ಆಟೋ ನಿಲ್ದಾಣವನ್ನು ಶಾಸಕ ಟಿ.ಡಿ. ರಾಜೇಗೌಡ ಉದ್ಘಾಟಿಸಿದರು. ಜನರಿಗೆ ಅನುಕೂಲವಾಗುವ ನಿಟ್ಟಿನಲ್ಲಿ ಮಿನಿ ಬಸ್ ನಿಲ್ದಾಣದ ಕಾಮಗಾರಿ ನಡೆಯುತ್ತಿದೆ ಎಂದರು. ಆಟೋ ನಿಲ್ದಾಣದ ಕಾಮಗಾರಿ ಪೂರ್ಣಗೊಂಡಿದ್ದು ಚಾಲಕರ ಬಹುದಿನಗಳ ಬೇಡಿಕೆ ಈಡೇರಿದೆ.: [208, 774, 468, 814]
box-title: ಜಿಲ್ಲೆಯ ಎಫ್‌ಸಿ ಉದ್ಘಾಟನೆ ಪದಾಧಿಕಾರಿಗಳು :: [650, 476, 764, 507]
weekday: ಗುರುವಾರ: [832, 15, 865, 26]
max-temp: 24°: [632, 21, 667, 42]
tagline: ರಾಷ್ಟ್ರ ಜಾಗೃತಿಯ ಧ್ವನಿ: [70, 30, 106, 36]
headline: ಬಾಂಗ್ಲಾ ನಿವಾಸಿಗಳನ್ನು ಸ್ಥಳಾಂತರಿಸಿ: ಸುದೇವ್ ಗುತ್ತಿ: [518, 1132, 844, 1156]
article-body: ಜಿಲ್ಲೆಯಲ್ಲಿ ಬಾಂಗ್ಲಾ ನುಸುಳುಕೋರರಿಂದ ಕಾನೂನು ಸುವ್ಯವಸ್ಥೆಗೆ ಧಕ್ಕೆ ಉಂಟಾಗುತ್ತಿದೆ. ಅವರನ್ನು ಗುರುತಿಸಿ ದೇಶದಿಂದ ಹೊರಹಾಕಬೇಕು. ಅಲ್ಲದೇ ಅವರಿಗೆ ಆಧಾರ್ ಕಾರ್ಡ್ ನೀಡಿರುವವರ ವಿರುದ್ಧ ಕ್ರಮ ಕೈಗೊಳ್ಳಬೇಕು ಎಂದು ಒತ್ತಾಯಿಸಿದರು. ಆಸ್ಪತ್ರೆಯಲ್ಲಿ ಹೆರಿಗೆಯಾದ ಬಳಿಕ ಜನನ ಪ್ರಮಾಣ ಪತ್ರ ಪಡೆದು ...: [518, 1161, 756, 1201]
kannada-article: [28, 1133, 504, 1256]
article-body: ರಾಜ್ಯ ಮಟ್ಟದ 44ನೇ ಮಾಸ್ಟರ್ಸ್ ಅಥ್ಲೆಟಿಕ್ ಚಾಂಪಿಯನ್ ಶಿಪ್-2025 ಸ್ಪರ್ಧೆಯಲ್ಲಿ ಭಾಗವಹಿಸಿ ವಿಜೇತರಾದ ಕ್ರೀಡಾಪಟುಗಳಿಗೆ ಜಿಲ್ಲಾ ಆಟದ ಮೈದಾನದಲ್ಲಿ ತರಬೇತುದಾರರ ತಂಡದಿಂದ ಅಭಿನಂದಿಸಲಾಯಿತು. ಕ್ರೀಡಾಪಟುಗಳಾದ ಬಿ.ಎನ್. ಹೇಮಲತಾ, ಹೆಚ್.ಡಿ. ವಿನಯ್, ಎನ್.ಲೋಕೇಶ್, ಡಿ. ಶ್ರೀಧರ್, ಸಿಂಗಪ್ಪ ಹಾಗೂ ಹೆಚ್.ಎ. ಬಸವರಾಜ್ ಅವರುಗಳು ಪ್ರಶಸ್ತಿ ಗಳಿಸಿದ್ದಾರೆ. ಸಿಂಗಪ್ಪ ಅವರು 70ರ ವಯಸ್ಸಿನ ಸ್ಪರ್ಧೆಯಲ್ಲಿ ಭಾಗವಹಿಸಿ 400 ಮೀಟರ್ ಓಟ ಪ್ರಥಮ, 800 ಮೀಟರ್ ಪ್ರಥಮ ಹಾಗೂ 5000 ಮೀಟರ್ ದ್ವಿತೀಯ ಸ್ಥಾನ ಪಡೆದುಕೊಂಡಿದ್ದಾರೆ. ... ಶ್ರೀನಿವಾಸ್, ಅರಸ್ ಮತ್ತಿತರರಿದ್ದರು.: [28, 139, 194, 232]
column-rule: [198, 65, 199, 1115]
kannada-photo: [192, 1162, 502, 1256]
